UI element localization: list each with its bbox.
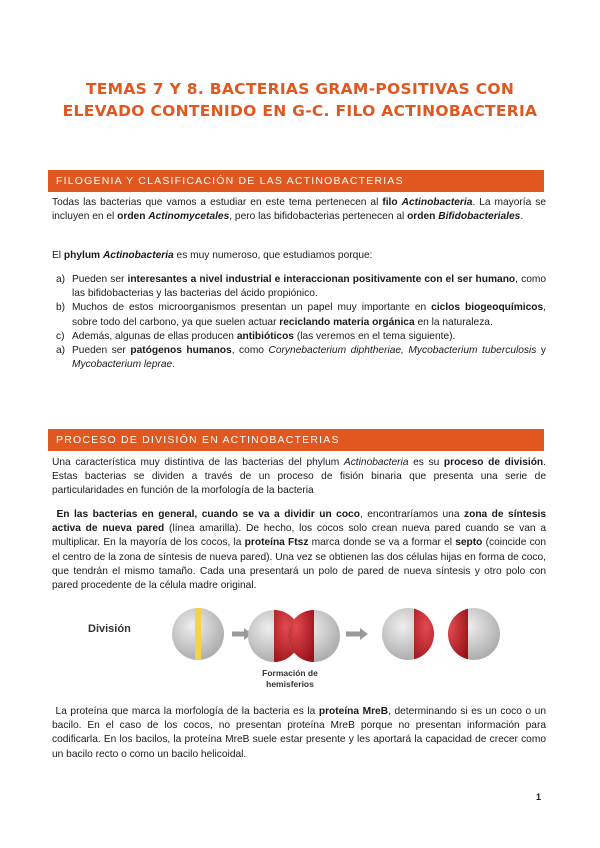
diagram-caption-line2: hemisferios bbox=[266, 679, 314, 689]
cell-daughter-right bbox=[438, 606, 500, 666]
paragraph-division-intro: Una característica muy distintiva de las bacterias del phylum Actinobacteria es su proceso de división. Estas bacterias se dividen a través de un proceso de fisión binaria que presenta una serie de particularidades en función de la morfología de la bacteria bbox=[52, 457, 546, 497]
cell-mother bbox=[172, 606, 224, 666]
list-item: a) Pueden ser patógenos humanos, como Corynebacterium diphtheriae, Mycobacterium tuberculosis y Mycobacterium leprae. bbox=[56, 345, 547, 371]
division-diagram bbox=[78, 606, 558, 696]
text-run: El bbox=[52, 250, 64, 261]
section-header-filogenia: FILOGENIA Y CLASIFICACIÓN DE LAS ACTINOBACTERIAS bbox=[48, 170, 544, 192]
list-label: a) bbox=[56, 345, 66, 357]
text-run: , pero las bifidobacterias pertenecen al bbox=[229, 211, 408, 223]
list-item: c) Además, algunas de ellas producen antibióticos (las veremos en el tema siguiente). bbox=[52, 330, 546, 344]
text-run: . bbox=[520, 211, 524, 223]
list-item: a) Pueden ser interesantes a nivel industrial e interaccionan positivamente con el ser humano, como las bifidobacterias y las bacterias del ácido propiónico. bbox=[56, 274, 547, 300]
text-run: Todas las bacterias que vamos a estudiar en este tema pertenecen al bbox=[52, 197, 383, 208]
page-number: 1 bbox=[536, 792, 542, 802]
diagram-caption-line1: Formación de bbox=[262, 668, 318, 678]
bold-run: phylum bbox=[63, 250, 103, 261]
paragraph-phylum bbox=[52, 249, 546, 263]
section-header-division: PROCESO DE DIVISIÓN EN ACTINOBACTERIAS bbox=[48, 429, 544, 451]
paragraph-cocos: En las bacterias en general, cuando se va a dividir un coco, encontraríamos una zona de síntesis activa de nueva pared (línea amarilla). De hecho, los cocos solo crean nueva pared cuando se van a multiplicar. En la mayoría de los cocos, la proteína Ftsz marca donde se va a formar el septo (coincide con el centro de la zona de síntesis de nueva pared). Una vez se obtienen las dos células hijas en forma de coco, que tendrán el mismo tamaño. Cada una presentará un polo de pared de nueva síntesis y otro polo con pared procedente de la célula madre original. bbox=[52, 509, 546, 592]
bold-run: filo bbox=[382, 197, 402, 208]
bold-run: orden bbox=[407, 211, 439, 223]
list-label: c) bbox=[56, 330, 65, 342]
diagram-label-division: División bbox=[88, 623, 131, 635]
paragraph-filo-intro bbox=[52, 196, 546, 224]
paragraph-mreb: La proteína que marca la morfología de la bacteria es la proteína MreB, determinando si es un coco o un bacilo. En el caso de los cocos, no presentan proteína MreB porque no presentan información para codificarla. En los bacilos, la proteína MreB suele estar presente y les aportará la capacidad de crecer como un bacilo recto o como un bacilo helicoidal. bbox=[52, 706, 546, 760]
arrow-head-2 bbox=[360, 628, 368, 640]
reasons-list bbox=[52, 273, 546, 372]
cell-dividing bbox=[248, 606, 340, 666]
text-run: es muy numeroso, que estudiamos porque: bbox=[173, 250, 373, 261]
list-label: a) bbox=[56, 274, 66, 285]
list-item: b) Muchos de estos microorganismos presentan un papel muy importante en ciclos biogeoquímicos, sobre todo del carbono, ya que suelen actuar reciclando materia orgánica en la naturaleza. bbox=[56, 302, 547, 328]
bold-italic-run: Actinobacteria bbox=[401, 197, 473, 208]
bold-italic-run: Actinobacteria bbox=[102, 250, 174, 261]
cell-daughter-left bbox=[382, 606, 444, 666]
bold-run: orden bbox=[117, 211, 149, 223]
document-title: TEMAS 7 Y 8. BACTERIAS GRAM-POSITIVAS CON ELEVADO CONTENIDO EN G-C. FILO ACTINOBACTERIA bbox=[62, 80, 538, 120]
text-run: . La mayoría se incluyen en el bbox=[52, 197, 547, 223]
bold-italic-run: Actinomycetales bbox=[148, 211, 230, 223]
list-label: b) bbox=[56, 302, 66, 314]
bold-italic-run: Bifidobacteriales bbox=[438, 211, 521, 223]
